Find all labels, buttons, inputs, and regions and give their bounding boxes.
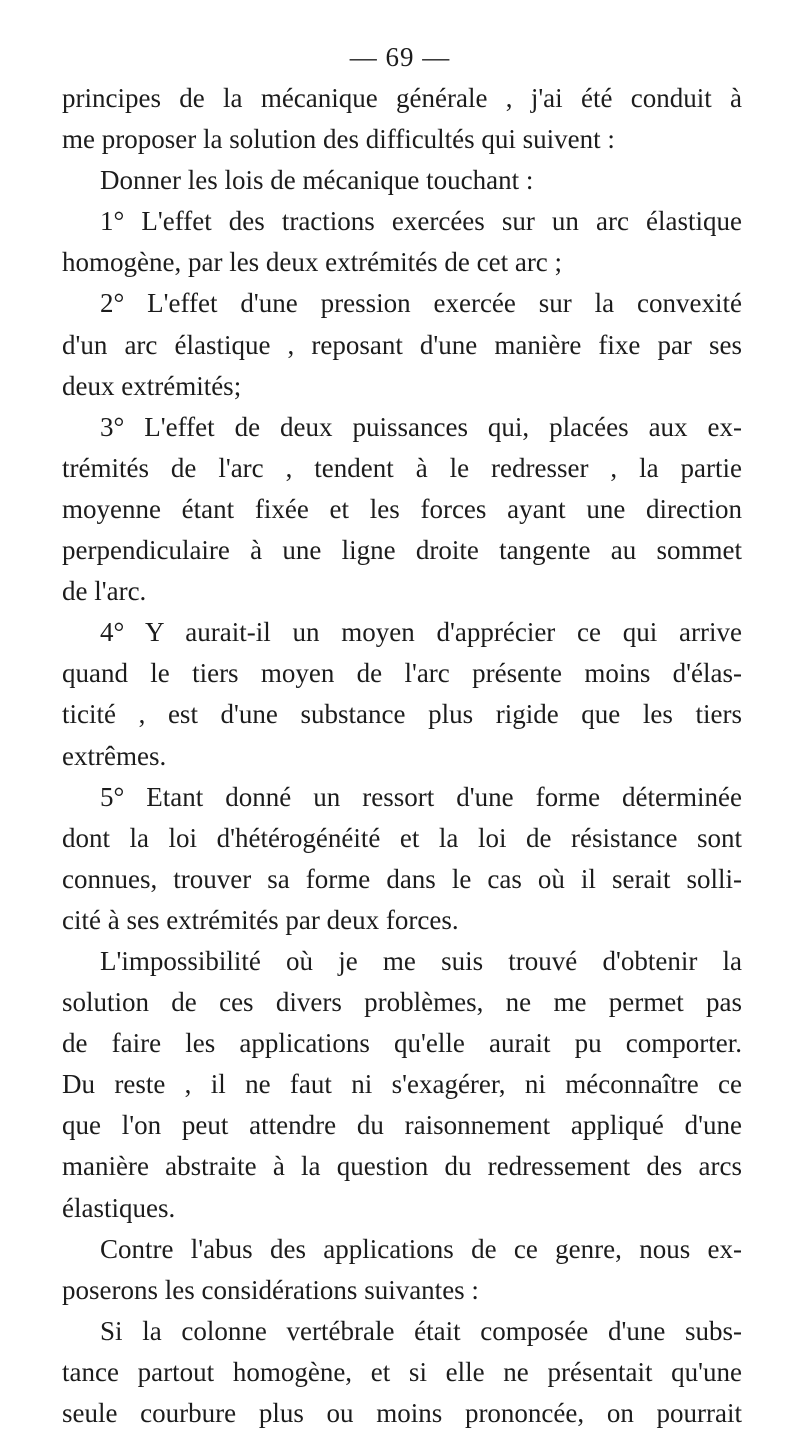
text-line: poserons les considérations suivantes : bbox=[62, 1274, 479, 1305]
text-line: 1° L'effet des tractions exercées sur un arc élastique bbox=[100, 206, 742, 237]
text-line: de l'arc. bbox=[62, 576, 147, 607]
text-line: ticité , est d'une substance plus rigide que les tiers bbox=[62, 699, 742, 730]
text-line: Contre l'abus des applications de ce genre, nous ex- bbox=[100, 1233, 742, 1264]
text-line: dont la loi d'hétérogénéité et la loi de résistance sont bbox=[62, 822, 742, 853]
page-number-header: — 69 — bbox=[349, 42, 451, 72]
text-line: solution de ces divers problèmes, ne me permet pas bbox=[62, 987, 742, 1018]
text-line: Du reste , il ne faut ni s'exagérer, ni méconnaître ce bbox=[62, 1069, 742, 1100]
text-line: cité à ses extrémités par deux forces. bbox=[62, 904, 459, 935]
text-line: moyenne étant fixée et les forces ayant une direction bbox=[62, 493, 742, 524]
text-line: 4° Y aurait-il un moyen d'apprécier ce qui arrive bbox=[100, 617, 742, 648]
text-line: deux extrémités; bbox=[62, 370, 242, 401]
text-line: perpendiculaire à une ligne droite tangente au sommet bbox=[62, 535, 742, 566]
text-line: quand le tiers moyen de l'arc présente moins d'élas- bbox=[62, 658, 742, 689]
text-line: d'un arc élastique , reposant d'une manière fixe par ses bbox=[62, 329, 742, 360]
text-line: me proposer la solution des difficultés qui suivent : bbox=[62, 124, 615, 155]
text-line: élastiques. bbox=[62, 1192, 176, 1223]
text-line: de faire les applications qu'elle aurait pu comporter. bbox=[62, 1028, 742, 1059]
text-line: principes de la mécanique générale , j'ai été conduit à bbox=[62, 83, 742, 113]
text-line: manière abstraite à la question du redressement des arcs bbox=[62, 1151, 742, 1182]
text-line: homogène, par les deux extrémités de cet arc ; bbox=[62, 247, 563, 278]
text-line: Donner les lois de mécanique touchant : bbox=[100, 165, 534, 196]
text-line: seule courbure plus ou moins prononcée, on pourrait bbox=[62, 1398, 742, 1428]
text-line: connues, trouver sa forme dans le cas où il serait solli- bbox=[62, 863, 742, 894]
text-line: L'impossibilité où je me suis trouvé d'obtenir la bbox=[100, 945, 742, 976]
body-text bbox=[62, 78, 742, 1434]
text-line: que l'on peut attendre du raisonnement appliqué d'une bbox=[62, 1110, 742, 1141]
text-line: 2° L'effet d'une pression exercée sur la convexité bbox=[100, 288, 742, 319]
text-line: trémités de l'arc , tendent à le redresser , la partie bbox=[62, 452, 742, 483]
text-line: extrêmes. bbox=[62, 740, 167, 771]
text-line: Si la colonne vertébrale était composée d'une subs- bbox=[100, 1315, 742, 1346]
text-line: 3° L'effet de deux puissances qui, placées aux ex- bbox=[100, 411, 742, 442]
text-line: tance partout homogène, et si elle ne présentait qu'une bbox=[62, 1356, 742, 1387]
text-line: 5° Etant donné un ressort d'une forme déterminée bbox=[100, 781, 742, 812]
